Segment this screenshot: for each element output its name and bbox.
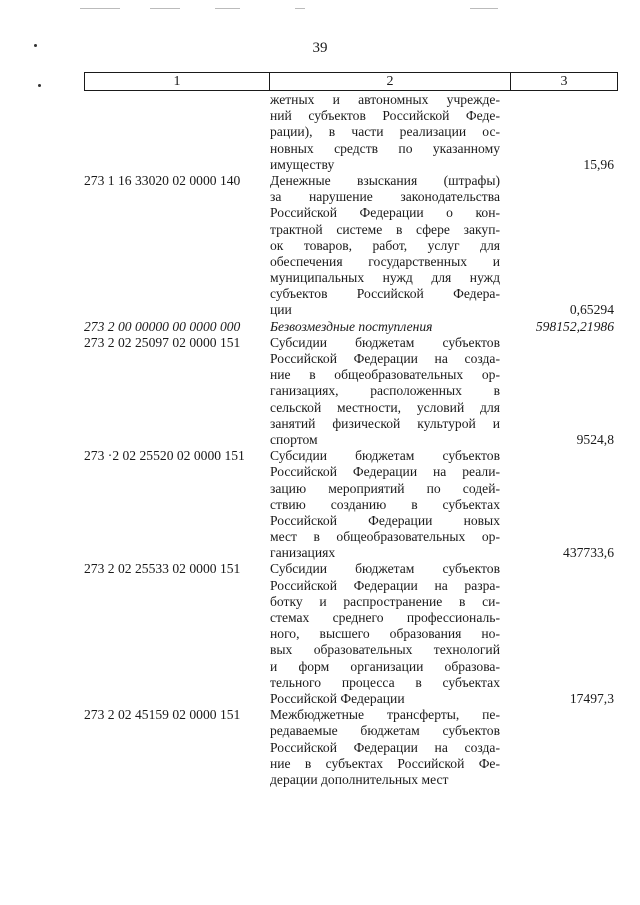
description-line: Российской Федерации о кон-	[270, 205, 500, 221]
amount-cell	[500, 707, 614, 788]
description-line: ботку и распространение в си-	[270, 593, 500, 609]
description-line: Межбюджетные трансферты, пе-	[270, 707, 500, 723]
description-line: Субсидии бюджетам субъектов	[270, 561, 500, 577]
amount-value: 15,96	[583, 156, 614, 172]
description-line: тельного процесса в субъектах	[270, 674, 500, 690]
description-line: ний субъектов Российской Феде-	[270, 108, 500, 124]
description-line: и форм организации образова-	[270, 658, 500, 674]
table-row	[84, 561, 614, 707]
description-line: Субсидии бюджетам субъектов	[270, 448, 500, 464]
description-line: ганизациях	[270, 545, 336, 561]
description-line: ние в общеобразовательных ор-	[270, 367, 500, 383]
description-line: ние в субъектах Российской Фе-	[270, 755, 500, 771]
description-line: рации), в части реализации ос-	[270, 124, 500, 140]
description-line: стемах среднего профессиональ-	[270, 610, 500, 626]
description-line: Денежные взыскания (штрафы)	[270, 172, 500, 188]
description-line: мест в общеобразовательных ор-	[270, 529, 500, 545]
table-row	[84, 335, 614, 448]
description-line: Безвозмездные поступления	[270, 318, 433, 334]
description-line: обеспечения государственных и	[270, 253, 500, 269]
amount-value: 437733,6	[563, 545, 614, 561]
description-line: зацию мероприятий по содей-	[270, 480, 500, 496]
description-line: субъектов Российской Федера-	[270, 286, 500, 302]
budget-code: 273 ·2 02 25520 02 0000 151	[84, 448, 245, 464]
page-number: 39	[312, 40, 328, 56]
budget-code: 273 1 16 33020 02 0000 140	[84, 172, 241, 188]
income-description	[270, 448, 500, 561]
description-line: дерации дополнительных мест	[270, 771, 449, 787]
amount-cell	[500, 92, 614, 173]
header-cell-2: 2	[270, 73, 511, 91]
description-line: муниципальных нужд для нужд	[270, 270, 500, 286]
income-description	[270, 707, 500, 788]
table-row	[84, 707, 614, 788]
description-line: новных средств по указанному	[270, 140, 500, 156]
budget-code: 273 2 02 25097 02 0000 151	[84, 334, 241, 350]
description-line: трактной системе в сфере закуп-	[270, 221, 500, 237]
description-line: спортом	[270, 431, 318, 447]
budget-code: 273 2 02 45159 02 0000 151	[84, 707, 241, 723]
table-header	[84, 72, 618, 91]
income-description	[270, 92, 500, 173]
description-line: Российской Федерации на созда-	[270, 739, 500, 755]
description-line: ного, высшего образования но-	[270, 626, 500, 642]
description-line: ок товаров, работ, услуг для	[270, 237, 500, 253]
header-cell-1: 1	[85, 73, 270, 91]
amount-value: 0,65294	[569, 302, 614, 318]
table-body	[84, 92, 614, 788]
description-line: сельской местности, условий для	[270, 399, 500, 415]
amount-value: 598152,21986	[535, 318, 614, 334]
description-line: ции	[270, 302, 292, 318]
amount-cell	[500, 561, 614, 707]
amount-cell	[500, 448, 614, 561]
description-line: занятий физической культурой и	[270, 415, 500, 431]
scan-artifacts	[80, 8, 500, 10]
description-line: Российской Федерации на разра-	[270, 577, 500, 593]
income-description	[270, 319, 500, 335]
description-line: вых образовательных технологий	[270, 642, 500, 658]
amount-cell	[500, 335, 614, 448]
table-row	[84, 173, 614, 319]
budget-code: 273 2 02 25533 02 0000 151	[84, 561, 241, 577]
income-description	[270, 561, 500, 707]
description-line: жетных и автономных учрежде-	[270, 92, 500, 107]
amount-cell	[500, 173, 614, 319]
description-line: Субсидии бюджетам субъектов	[270, 334, 500, 350]
description-line: ствию созданию в субъектах	[270, 496, 500, 512]
description-line: Российской Федерации на созда-	[270, 351, 500, 367]
amount-value: 17497,3	[569, 690, 614, 706]
description-line: Российской Федерации на реали-	[270, 464, 500, 480]
description-line: за нарушение законодательства	[270, 189, 500, 205]
header-cell-3: 3	[511, 73, 618, 91]
description-line: имуществу	[270, 156, 335, 172]
amount-value: 9524,8	[576, 431, 614, 447]
table-row	[84, 92, 614, 173]
income-description	[270, 173, 500, 319]
description-line: ганизациях, расположенных в	[270, 383, 500, 399]
description-line: Российской Федерации	[270, 690, 405, 706]
income-description	[270, 335, 500, 448]
description-line: редаваемые бюджетам субъектов	[270, 723, 500, 739]
budget-code	[84, 92, 270, 173]
margin-dot	[38, 84, 41, 87]
table-row	[84, 319, 614, 335]
budget-code: 273 2 00 00000 00 0000 000	[84, 318, 241, 334]
description-line: Российской Федерации новых	[270, 512, 500, 528]
table-row	[84, 448, 614, 561]
amount-cell	[500, 319, 614, 335]
